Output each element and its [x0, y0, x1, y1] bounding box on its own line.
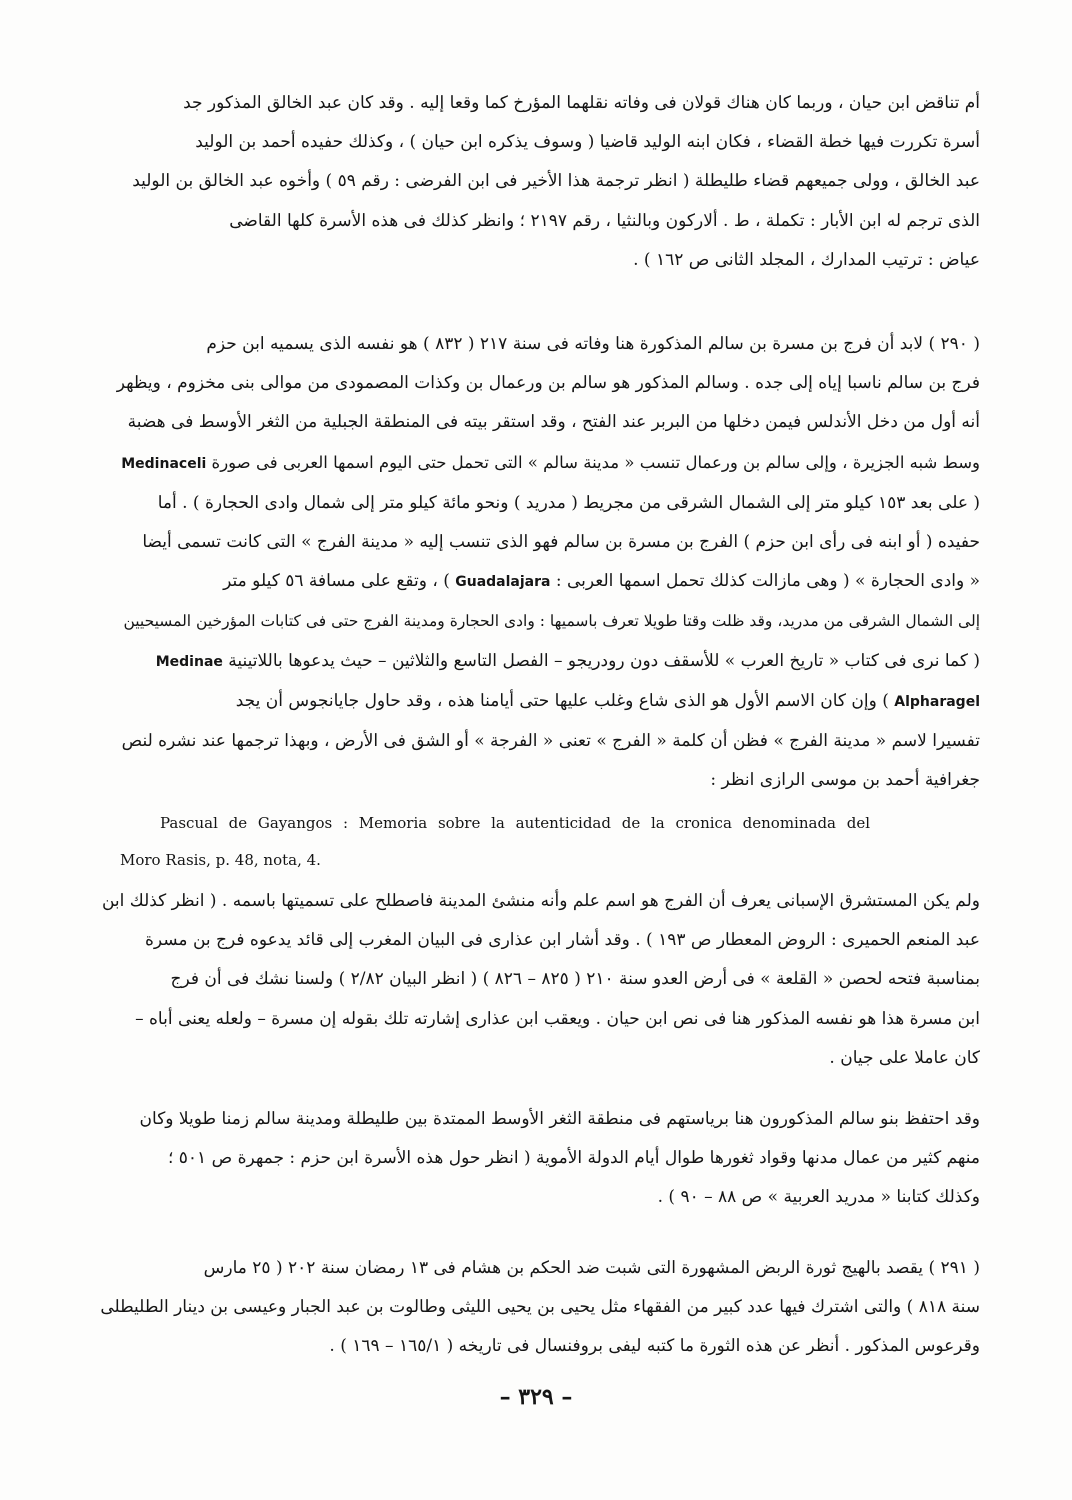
- text-line: وكذلك كتابنا « مدريد العربية » ص ٨٨ – ٩٠ ) .: [657, 1187, 980, 1208]
- page-number: – ٣٢٩ –: [499, 1384, 573, 1410]
- text-line: منهم كثير من عمال مدنها وقواد ثغورها طوال أيام الدولة الأموية ( انظر حول هذه الأسرة ابن حزم : جمهرة ص ٥٠١ ؛: [167, 1148, 980, 1169]
- text-line: بمناسبة فتحه لحصن « القلعة » فى أرض العدو سنة ٢١٠ ( ٨٢٥ – ٨٢٦ ) ( انظر البيان ٢/٨٢ ) ولسنا نشك فى أن فرج: [170, 969, 980, 990]
- text-line: ابن مسرة هذا هو نفسه المذكور هنا فى نص ابن حيان . ويعقب ابن عذارى إشارته تلك بقوله إن مسرة – ولعله يعنى أباه –: [135, 1008, 980, 1029]
- text-line: فرج بن سالم ناسبا إياه إلى جده . وسالم المذكور هو سالم بن ورعمال بن وكذات المصمودى من موالى بنى مخزوم ، ويظهر: [116, 373, 980, 394]
- text-line: أنه أول من دخل الأندلس فيمن دخلها من البربر عند الفتح ، وقد استقر بيته فى المنطقة الجبلية من الثغر الأوسط فى هضبة: [127, 412, 980, 433]
- text-segment: وسط شبه الجزيرة ، وإلى سالم بن ورعمال تنسب « مدينة سالم » التى تحمل حتى اليوم اسمها العربى فى صورة: [211, 452, 980, 472]
- text-line: تفسيرا لاسم « مدينة الفرج » فظن أن كلمة « الفرج » تعنى « الفرجة » أو الشق فى الأرض ، وبهذا ترجمها عند نشره لنص: [121, 731, 980, 752]
- text-line: وقد احتفظ بنو سالم المذكورون هنا برياستهم فى منطقة الثغر الأوسط الممتدة بين طليطلة ومدينة سالم زمنا طويلا وكان: [139, 1109, 980, 1129]
- paragraph-6-note-291: [100, 1249, 980, 1367]
- text-line: ( ٢٩٠ ) لابد أن فرج بن مسرة بن سالم المذكورة هنا وفاته فى سنة ٢١٧ ( ٨٣٢ ) هو نفسه الذى يسميه ابن حزم: [206, 334, 980, 354]
- text-line: ولم يكن المستشرق الإسبانى يعرف أن الفرج هو اسم علم وأنه منشئ المدينة فاصطلح على تسميتها باسمه . ( انظر كذلك ابن: [101, 891, 980, 911]
- latin-citation: [120, 805, 980, 879]
- latin-term-medinae: Medinae: [155, 653, 223, 670]
- text-line: عبد المنعم الحميرى : الروض المعطار ص ١٩٣ ) . وقد أشار ابن عذارى فى البيان المغرب إلى قائد يدعوه فرج بن مسرة: [144, 930, 980, 951]
- text-line: عياض : ترتيب المدارك ، المجلد الثانى ص ١٦٢ ) .: [633, 249, 980, 270]
- text-line-with-latin: Alpharagel ) وإن كان الاسم الأول هو الذى شاع وغلب عليها حتى أيامنا هذه ، وقد حاول جايانجوس أن يجد: [235, 690, 980, 711]
- text-line: كان عاملا على جيان .: [829, 1047, 980, 1068]
- text-line: أسرة تكررت فيها خطة القضاء ، فكان ابنه الوليد قاضيا ( وسوف يذكره ابن حيان ) ، وكذلك حفيده أحمد بن الوليد: [195, 132, 980, 153]
- text-line: أم تناقض ابن حيان ، وربما كان هناك قولان فى وفاته نقلهما المؤرخ كما وقعا إليه . وقد كان عبد الخالق المذكور جد: [183, 93, 980, 113]
- text-line: إلى الشمال الشرقى من مدريد، وقد ظلت وقتا طويلا تعرف باسميها : وادى الحجارة ومدينة الفرج حتى فى كتابات المؤرخين المسيحيين: [123, 612, 980, 631]
- paragraph-4: [100, 882, 980, 1078]
- text-line: ( على بعد ١٥٣ كيلو متر إلى الشمال الشرقى من مجريط ( مدريد ) ونحو مائة كيلو متر إلى شمال وادى الحجارة ) . أما: [157, 492, 980, 513]
- text-line: حفيده ( أو ابنه فى رأى ابن حزم ) الفرج بن مسرة بن سالم فهو الذى تنسب إليه « مدينة الفرج » التى كانت تسمى أيضا: [142, 532, 980, 553]
- citation-line: Pascual de Gayangos : Memoria sobre la autenticidad de la cronica denominada del: [160, 814, 871, 832]
- paragraph-1: [100, 84, 980, 280]
- latin-term-medinaceli: Medinaceli: [121, 455, 207, 472]
- text-segment: وإن كان الاسم الأول هو الذى شاع وغلب عليها حتى أيامنا هذه ، وقد حاول جايانجوس أن يجد: [235, 690, 877, 711]
- latin-term-guadalajara: Guadalajara: [455, 574, 551, 591]
- text-line-with-latin: [100, 642, 980, 682]
- text-line: ( ٢٩١ ) يقصد بالهيج ثورة الربض المشهورة التى شبت ضد الحكم بن هشام فى ١٣ رمضان سنة ٢٠٢ ( ٢٥ مارس: [203, 1258, 980, 1278]
- text-line: عبد الخالق ، وولى جميعهم قضاء طليطلة ( انظر ترجمة هذا الأخير فى ابن الفرضى : رقم ٥٩ ) وأخوه عبد الخالق بن الوليد: [132, 171, 980, 192]
- text-segment: ) ، وتقع على مسافة ٥٦ كيلو متر: [223, 571, 450, 592]
- text-line: جغرافية أحمد بن موسى الرازى انظر :: [710, 770, 980, 791]
- text-segment: « وادى الحجارة » ( وهى مازالت كذلك تحمل اسمها العربى :: [555, 571, 980, 592]
- citation-line: Moro Rasis, p. 48, nota, 4.: [120, 851, 321, 869]
- latin-term-alpharagel: Alpharagel: [894, 693, 980, 710]
- text-line: الذى ترجم له ابن الأبار : تكملة ، ط . ألاركون وبالنثيا ، رقم ٢١٩٧ ؛ وانظر كذلك فى هذه الأسرة كلها القاضى: [229, 210, 980, 231]
- paragraph-2-note-290: [100, 325, 980, 800]
- text-segment: ( كما نرى فى كتاب « تاريخ العرب » للأسقف دون رودريجو – الفصل التاسع والثلاثين – حيث يدعوها باللاتينية: [228, 650, 980, 671]
- text-line: وقرعوس المذكور . أنظر عن هذه الثورة ما كتبه ليفى بروفنسال فى تاريخه ( ١٦٥/١ – ١٦٩ ) .: [329, 1336, 980, 1357]
- text-line-with-latin: [100, 443, 980, 484]
- text-line: سنة ٨١٨ ) والتى اشترك فيها عدد كبير من الفقهاء مثل يحيى بن يحيى الليثى وطالوت بن عبد الجبار وعيسى بن دينار الطليطلى: [100, 1297, 980, 1318]
- text-line-with-latin: [100, 562, 980, 602]
- paragraph-5: [100, 1100, 980, 1218]
